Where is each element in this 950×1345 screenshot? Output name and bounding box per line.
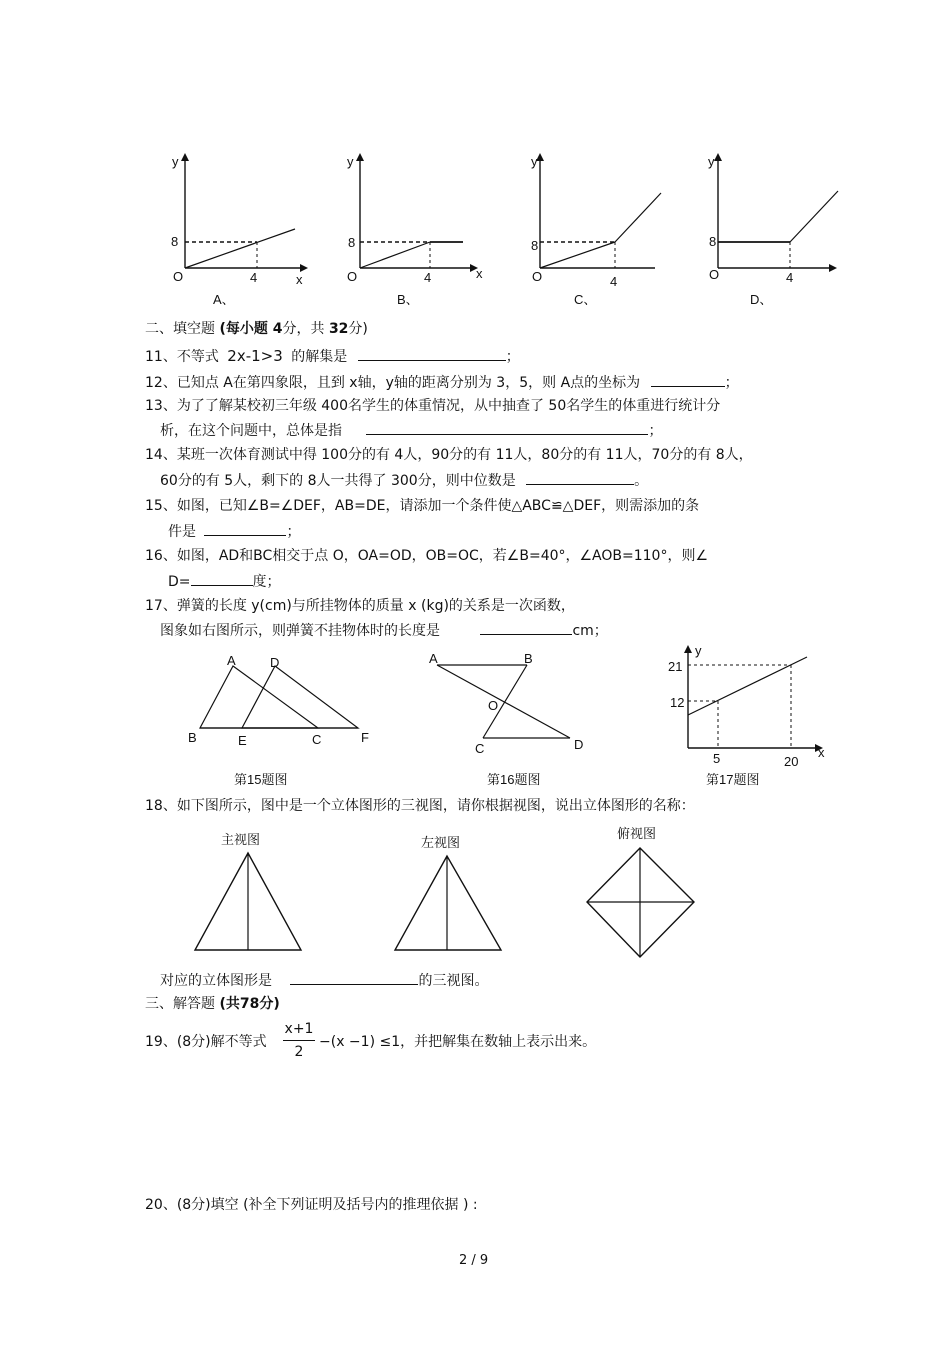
question-18: 18、如下图所示，图中是一个立体图形的三视图，请你根据视图，说出立体图形的名称： — [145, 798, 695, 814]
graph-a-caption: A、 — [213, 292, 235, 307]
q18-ans-pre: 对应的立体图形是 — [160, 973, 272, 989]
question-15-line2 — [168, 521, 300, 541]
q11-expr: 2x-1>3 — [227, 347, 283, 365]
q19-pre: 19、(8分)解不等式 — [145, 1034, 267, 1050]
graph-a-origin: O — [173, 269, 184, 284]
fig16-label-a: A — [429, 651, 438, 666]
fig15-label-c: C — [312, 732, 322, 747]
q19-numerator: x+1 — [284, 1021, 314, 1037]
fig15-label-f: F — [361, 730, 369, 745]
q12-text: 12、已知点 A在第四象限，且到 x轴，y轴的距离分别为 3，5，则 A点的坐标为 — [145, 375, 641, 391]
fig15-label-a: A — [227, 653, 236, 668]
top-view-label: 俯视图 — [617, 826, 657, 841]
q19-fraction — [283, 1020, 315, 1061]
figure-16 — [420, 648, 620, 793]
q18-answer-blank[interactable] — [290, 970, 418, 985]
graph-d — [700, 150, 860, 310]
graph-b — [335, 150, 495, 310]
question-17-line1: 17、弹簧的长度 y(cm)与所挂物体的质量 x (kg)的关系是一次函数， — [145, 598, 575, 614]
q16-line2: D= — [168, 574, 191, 590]
q11-answer-blank[interactable] — [358, 346, 506, 361]
graph-c-caption: C、 — [574, 292, 597, 307]
section-3-title-a: 三、解答题 — [145, 996, 215, 1012]
page-number: 2 / 9 — [459, 1253, 489, 1268]
graph-d-4-label: 4 — [786, 270, 794, 285]
fig17-caption: 第17题图 — [706, 772, 760, 787]
graph-b-4-label: 4 — [424, 270, 432, 285]
graph-b-8-label: 8 — [348, 235, 356, 250]
q16-answer-blank[interactable] — [191, 571, 253, 586]
section-3-title — [145, 995, 280, 1013]
fig17-5-label: 5 — [713, 751, 721, 766]
q11-post: 的解集是 — [291, 349, 348, 365]
q13-line2: 析，在这个问题中，总体是指 — [160, 423, 342, 439]
fig17-12-label: 12 — [670, 695, 685, 710]
three-views — [185, 820, 715, 970]
q18-answer-line — [160, 970, 488, 990]
q19-denominator: 2 — [294, 1044, 304, 1060]
graph-a-x-label: x — [296, 272, 303, 287]
figure-15 — [180, 648, 390, 793]
q19-fraction-bar — [283, 1040, 315, 1041]
question-20: 20、(8分)填空 (补全下列证明及括号内的推理依据 ) : — [145, 1197, 478, 1213]
question-16-line2 — [168, 571, 281, 591]
question-16-line1: 16、如图，AD和BC相交于点 O，OA=OD，OB=OC，若∠B=40°，∠AOB=110°，则∠ — [145, 548, 709, 564]
front-view-label: 主视图 — [221, 832, 261, 847]
q14-end: 。 — [634, 473, 649, 489]
section-2-n1: 4 — [272, 321, 283, 337]
q17-line2: 图象如右图所示，则弹簧不挂物体时的长度是 — [160, 623, 440, 639]
left-view-label: 左视图 — [421, 835, 461, 850]
section-3-title-b: (共 — [219, 996, 240, 1012]
q13-answer-blank[interactable] — [366, 420, 648, 435]
section-2-t3: 分) — [348, 321, 368, 337]
q13-end: ； — [648, 423, 663, 439]
graph-d-origin: O — [709, 267, 720, 282]
question-13-line2 — [160, 420, 662, 440]
graph-c-y-label: y — [531, 154, 538, 169]
fig16-label-d: D — [574, 737, 584, 752]
q11-pre: 11、不等式 — [145, 349, 219, 365]
q15-end: ； — [286, 524, 301, 540]
question-15-line1: 15、如图，已知∠B=∠DEF，AB=DE，请添加一个条件使△ABC≌△DEF，则需添加的条 — [145, 498, 700, 514]
question-17-line2 — [160, 620, 608, 640]
q16-end: 度； — [252, 574, 281, 590]
graph-c-8-label: 8 — [531, 238, 539, 253]
graph-b-origin: O — [347, 269, 358, 284]
question-14-line2 — [160, 470, 648, 490]
fig15-label-b: B — [188, 730, 197, 745]
fig17-y-label: y — [695, 643, 702, 658]
graph-a — [160, 150, 320, 310]
fig16-label-b: B — [524, 651, 533, 666]
question-13-line1: 13、为了了解某校初三年级 400名学生的体重情况，从中抽查了 50名学生的体重进行统计分 — [145, 398, 721, 414]
q15-line2: 件是 — [168, 524, 196, 540]
q11-end: ； — [505, 349, 520, 365]
section-2-t2: 分，共 — [282, 321, 325, 337]
graph-c-4-label: 4 — [610, 274, 618, 289]
q14-answer-blank[interactable] — [526, 470, 634, 485]
figure-17 — [660, 640, 835, 792]
fig15-label-e: E — [238, 733, 247, 748]
section-2-title — [145, 320, 368, 338]
graph-b-x-label: x — [476, 266, 483, 281]
fig16-label-c: C — [475, 741, 485, 756]
q17-end: cm； — [572, 623, 608, 639]
graph-a-y-label: y — [172, 154, 179, 169]
fig17-21-label: 21 — [668, 659, 683, 674]
fig15-label-d: D — [270, 655, 280, 670]
section-3-n: 78 — [239, 996, 260, 1012]
graph-b-caption: B、 — [397, 292, 419, 307]
q17-answer-blank[interactable] — [480, 620, 572, 635]
section-2-n2: 32 — [328, 321, 349, 337]
question-12 — [145, 372, 739, 392]
graph-d-y-label: y — [708, 154, 715, 169]
q19-rest: −(x −1) ≤1，并把解集在数轴上表示出来。 — [319, 1034, 597, 1050]
question-11 — [145, 346, 520, 366]
section-3-title-c: 分) — [259, 996, 280, 1012]
q12-answer-blank[interactable] — [651, 372, 725, 387]
q15-answer-blank[interactable] — [204, 521, 286, 536]
fig17-20-label: 20 — [784, 754, 799, 769]
fig16-caption: 第16题图 — [487, 772, 541, 787]
fig17-x-label: x — [818, 745, 825, 760]
graph-d-8-label: 8 — [709, 234, 717, 249]
graph-a-4-label: 4 — [250, 270, 258, 285]
q12-end: ； — [724, 375, 739, 391]
graph-a-8-label: 8 — [171, 234, 179, 249]
graph-c — [520, 150, 680, 310]
graph-b-y-label: y — [347, 154, 354, 169]
graph-d-caption: D、 — [750, 292, 773, 307]
q18-ans-post: 的三视图。 — [418, 973, 489, 989]
question-14-line1: 14、某班一次体育测试中得 100分的有 4人，90分的有 11人，80分的有 11人，70分的有 8人， — [145, 447, 753, 463]
graph-c-origin: O — [532, 269, 543, 284]
section-2-title-b: (每小题 — [219, 321, 268, 337]
fig15-caption: 第15题图 — [234, 772, 288, 787]
q14-line2: 60分的有 5人，剩下的 8人一共得了 300分，则中位数是 — [160, 473, 516, 489]
fig16-label-o: O — [488, 698, 499, 713]
section-2-title-a: 二、填空题 — [145, 321, 215, 337]
